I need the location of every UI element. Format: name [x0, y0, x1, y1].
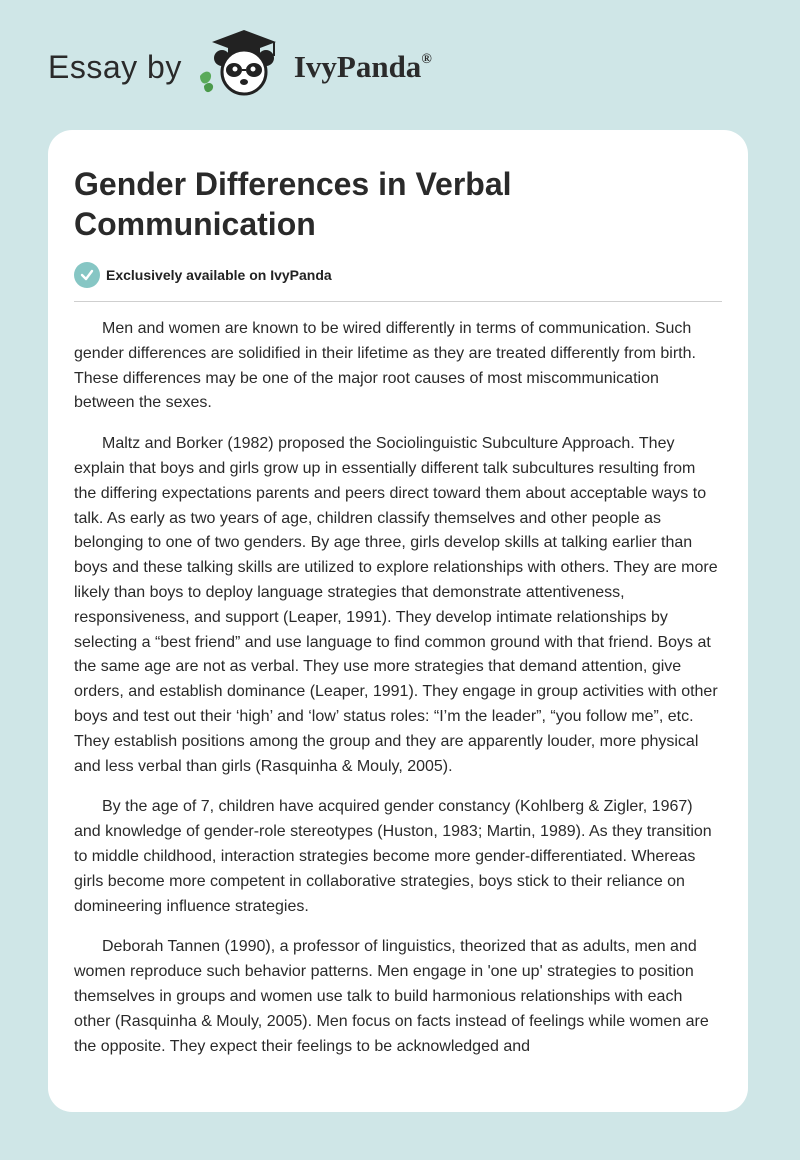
paragraph: Deborah Tannen (1990), a professor of linguistics, theorized that as adults, men and women reproduce such behavior patterns. Men engage in 'one up' strategies to position themselves in groups and women use talk to build harmonious relationships with each other (Rasquinha & Mouly, 2005). Men focus on facts instead of feelings while women are the opposite. They expect their feelings to be acknowledged and	[74, 938, 709, 1055]
logo[interactable]	[48, 36, 432, 98]
article-card	[48, 130, 748, 1112]
exclusive-badge	[74, 262, 722, 302]
panda-logo-icon	[194, 28, 290, 98]
essay-by-text: Essay by	[48, 48, 182, 85]
paragraph: Men and women are known to be wired differently in terms of communication. Such gender differences are solidified in their lifetime as they are treated differently from birth. These differences may be one of the major root causes of most miscommunication between the sexes.	[74, 320, 696, 412]
paragraph: By the age of 7, children have acquired gender constancy (Kohlberg & Zigler, 1967) and knowledge of gender-role stereotypes (Huston, 1983; Martin, 1989). As they transition to middle childhood, interaction strategies become more gender-differentiated. Whereas girls become more competent in collaborative strategies, boys stick to their reliance on domineering influence strategies.	[74, 798, 712, 915]
page-title: Gender Differences in Verbal Communication	[74, 166, 512, 242]
site-header	[0, 0, 800, 130]
check-icon	[74, 262, 100, 288]
exclusive-label: Exclusively available on IvyPanda	[106, 267, 332, 283]
paragraph: Maltz and Borker (1982) proposed the Sociolinguistic Subculture Approach. They explain that boys and girls grow up in essentially different talk subcultures resulting from the differing expectations parents and peers direct toward them about acceptable ways to talk. As early as two years of age, children classify themselves and other people as belonging to one of two genders. By age three, girls develop skills at talking earlier than boys and these talking skills are utilized to explore relationships with others. They are more likely than boys to deploy language strategies that demonstrate attentiveness, responsiveness, and support (Leaper, 1991). They develop intimate relationships by selecting a “best friend” and use language to find common ground with that friend. Boys at the same age are not as verbal. They use more strategies that demand attention, give orders, and establish dominance (Leaper, 1991). They engage in group activities with other boys and test out their ‘high’ and ‘low’ status roles: “I’m the leader”, “you follow me”, etc. They establish positions among the group and they are apparently louder, more physical and less verbal than girls (Rasquinha & Mouly, 2005).	[74, 435, 718, 775]
article-body	[74, 317, 722, 1059]
brand-name: IvyPanda®	[293, 49, 432, 84]
